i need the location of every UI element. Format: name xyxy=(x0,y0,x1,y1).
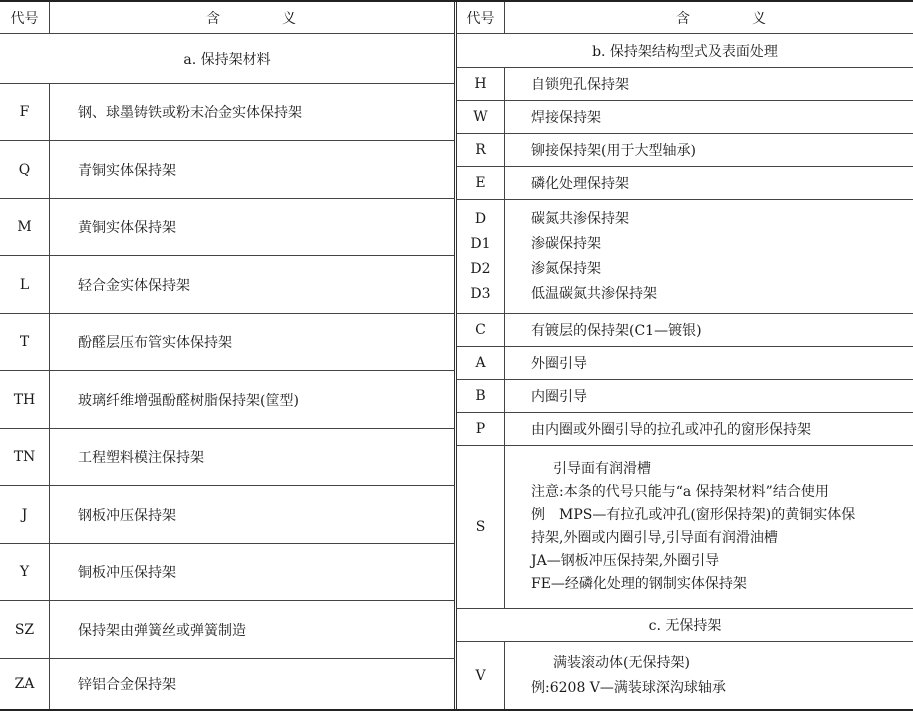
row-code: Y xyxy=(0,544,50,600)
header-meaning-2: 义 xyxy=(282,10,298,27)
row-code: Q xyxy=(0,141,50,198)
row-text-line: 例 MPS—有拉孔或冲孔(窗形保持架)的黄铜实体保 xyxy=(531,507,856,523)
row-code: E xyxy=(457,167,505,199)
row-text: 保持架由弹簧丝或弹簧制造 xyxy=(78,622,246,639)
row-text: 磷化处理保持架 xyxy=(531,176,629,192)
table-row xyxy=(457,68,913,101)
table-row xyxy=(0,486,454,544)
row-text: 渗氮保持架 xyxy=(531,260,601,277)
row-code: V xyxy=(457,642,505,709)
row-code: D3 xyxy=(470,285,491,302)
row-code: C xyxy=(457,314,505,346)
row-text: 铜板冲压保持架 xyxy=(78,565,176,581)
left-header-row xyxy=(0,2,454,34)
row-code: F xyxy=(0,84,50,140)
header-code: 代号 xyxy=(0,2,50,33)
row-code: W xyxy=(457,101,505,133)
row-text-line: 持架,外圈或内圈引导,引导面有润滑油槽 xyxy=(531,530,778,546)
row-code: TN xyxy=(0,429,50,485)
row-code: TH xyxy=(0,371,50,428)
row-codes xyxy=(457,200,505,313)
row-text: 钢板冲压保持架 xyxy=(78,507,176,524)
table-row xyxy=(457,134,913,167)
row-texts xyxy=(505,446,913,608)
row-text: 青铜实体保持架 xyxy=(78,162,176,179)
row-text: 黄铜实体保持架 xyxy=(78,220,176,236)
table-row xyxy=(0,544,454,601)
table-row xyxy=(0,601,454,659)
table-row xyxy=(457,347,913,380)
row-text-line: 满装滚动体(无保持架) xyxy=(553,654,690,671)
header-meaning-2: 义 xyxy=(752,10,768,27)
row-code: B xyxy=(457,380,505,412)
row-text: 碳氮共渗保持架 xyxy=(531,210,629,227)
table-row xyxy=(0,141,454,199)
row-text-line: JA—钢板冲压保持架,外圈引导 xyxy=(531,553,720,569)
row-text: 轻合金实体保持架 xyxy=(78,277,190,294)
row-text: 由内圈或外圈引导的拉孔或冲孔的窗形保持架 xyxy=(531,422,811,438)
row-code: SZ xyxy=(0,601,50,658)
section-b-title: b. 保持架结构型式及表面处理 xyxy=(457,34,913,68)
row-text: 工程塑料模注保持架 xyxy=(78,450,204,466)
table-row xyxy=(457,167,913,200)
row-code: H xyxy=(457,68,505,100)
header-code: 代号 xyxy=(457,2,505,33)
row-code: D1 xyxy=(470,235,491,252)
table-row xyxy=(0,84,454,141)
row-text-line: 例:6208 V—满装球深沟球轴承 xyxy=(531,679,726,696)
table-row xyxy=(457,101,913,134)
row-text: 锌铝合金保持架 xyxy=(78,677,176,693)
header-meaning xyxy=(505,2,913,33)
left-table xyxy=(0,2,454,709)
row-text-line: 注意:本条的代号只能与“a 保持架材料”结合使用 xyxy=(531,484,829,500)
header-meaning-1: 含 xyxy=(206,10,222,27)
table-row xyxy=(457,314,913,347)
row-code: R xyxy=(457,134,505,166)
table-row xyxy=(0,199,454,256)
row-code: L xyxy=(0,256,50,313)
section-a-title: a. 保持架材料 xyxy=(0,34,454,84)
table-row xyxy=(457,380,913,413)
table-row xyxy=(0,314,454,371)
row-text: 钢、球墨铸铁或粉末冶金实体保持架 xyxy=(78,105,302,121)
row-text: 内圈引导 xyxy=(531,389,587,405)
row-code: P xyxy=(457,413,505,445)
row-text: 玻璃纤维增强酚醛树脂保持架(筐型) xyxy=(78,392,299,409)
table-row xyxy=(0,429,454,486)
row-text: 低温碳氮共渗保持架 xyxy=(531,285,657,302)
row-texts xyxy=(505,642,913,709)
row-text: 焊接保持架 xyxy=(531,110,601,126)
right-table xyxy=(457,2,913,709)
row-code: T xyxy=(0,314,50,370)
row-code: S xyxy=(457,446,505,608)
row-text-line: 引导面有润滑槽 xyxy=(553,461,651,477)
table-row-v xyxy=(457,642,913,709)
row-text: 自锁兜孔保持架 xyxy=(531,77,629,93)
row-text: 渗碳保持架 xyxy=(531,235,601,252)
table-row xyxy=(457,413,913,446)
table-row xyxy=(0,256,454,314)
row-code: A xyxy=(457,347,505,379)
row-texts xyxy=(505,200,913,313)
row-text: 酚醛层压布管实体保持架 xyxy=(78,335,232,351)
row-text: 有镀层的保持架(C1—镀银) xyxy=(531,323,702,339)
section-c-title: c. 无保持架 xyxy=(457,609,913,642)
row-text: 铆接保持架(用于大型轴承) xyxy=(531,143,696,159)
header-meaning-1: 含 xyxy=(676,10,692,27)
table-row xyxy=(0,371,454,429)
row-code: D xyxy=(474,210,487,227)
row-code: J xyxy=(0,486,50,543)
row-text: 外圈引导 xyxy=(531,356,587,372)
table-row-s xyxy=(457,446,913,609)
row-text-line: FE—经磷化处理的钢制实体保持架 xyxy=(531,576,747,592)
row-code: ZA xyxy=(0,659,50,709)
table-row-d-group xyxy=(457,200,913,314)
header-meaning xyxy=(50,2,454,33)
table-row xyxy=(0,659,454,709)
right-header-row xyxy=(457,2,913,34)
row-code: M xyxy=(0,199,50,255)
row-code: D2 xyxy=(470,260,491,277)
